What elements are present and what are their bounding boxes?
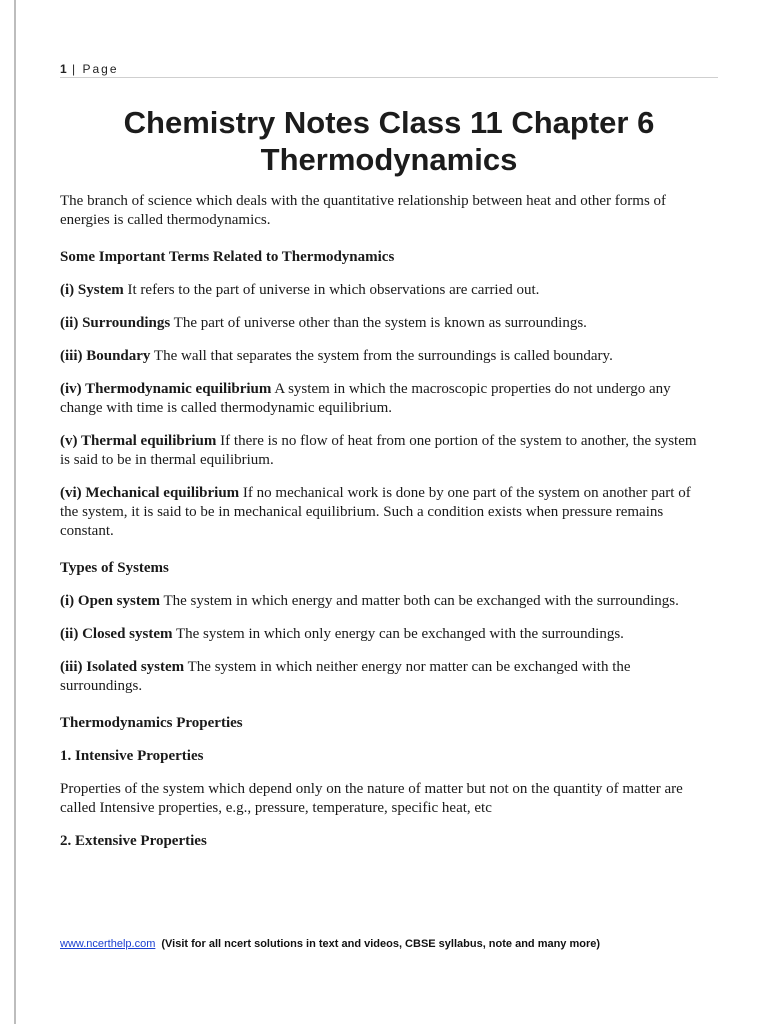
title-line-2: Thermodynamics [260,142,518,177]
page-left-border [14,0,16,1024]
properties-heading: Thermodynamics Properties [60,715,243,731]
term-text: If there is no flow of heat from one portion of the system to another, the system is said to be in thermal equilibrium. [60,433,697,468]
title-line-1: Chemistry Notes Class 11 Chapter 6 [123,105,655,140]
term-text: The part of universe other than the system is known as surroundings. [170,315,587,331]
term-text: It refers to the part of universe in which observations are carried out. [123,282,540,298]
system-label: (i) Open system [60,593,160,609]
system-label: (iii) Isolated system [60,659,185,675]
systems-heading: Types of Systems [60,560,169,576]
term-surroundings [60,314,700,333]
intensive-heading: 1. Intensive Properties [60,748,204,764]
term-label: (iv) Thermodynamic equilibrium [60,381,272,397]
term-text: The wall that separates the system from the surroundings is called boundary. [150,348,613,364]
term-boundary [60,347,700,366]
page-header [60,62,119,76]
term-label: (v) Thermal equilibrium [60,433,217,449]
term-label: (vi) Mechanical equilibrium [60,485,240,501]
term-text: A system in which the macroscopic properties do not undergo any change with time is called thermodynamic equilibrium. [60,381,671,416]
system-label: (ii) Closed system [60,626,173,642]
term-system [60,281,700,300]
system-open [60,592,700,611]
extensive-heading: 2. Extensive Properties [60,833,207,849]
term-mechanical-equilibrium [60,484,700,541]
term-thermal-equilibrium [60,432,700,470]
document-body [60,192,700,851]
intro-paragraph: The branch of science which deals with the quantitative relationship between heat and other forms of energies is called thermodynamics. [60,193,667,228]
header-divider [60,77,718,78]
term-label: (iii) Boundary [60,348,151,364]
system-isolated [60,658,700,696]
page-number: 1 [60,62,67,76]
term-label: (i) System [60,282,124,298]
intensive-paragraph: Properties of the system which depend only on the nature of matter but not on the quantity of matter are called Intensive properties, e.g., pressure, temperature, specific heat, etc [60,781,683,816]
footer-link[interactable]: www.ncerthelp.com [60,938,156,950]
term-text: If no mechanical work is done by one part of the system on another part of the system, it is said to be in mechanical equilibrium. Such a condition exists when pressure remains constant. [60,485,691,539]
terms-heading: Some Important Terms Related to Thermodynamics [60,249,395,265]
system-text: The system in which energy and matter both can be exchanged with the surroundings. [160,593,679,609]
page-title [60,104,718,178]
system-text: The system in which only energy can be exchanged with the surroundings. [172,626,624,642]
term-thermodynamic-equilibrium [60,380,700,418]
footer-note: (Visit for all ncert solutions in text and videos, CBSE syllabus, note and many more) [161,938,601,950]
system-closed [60,625,700,644]
system-text: The system in which neither energy nor matter can be exchanged with the surroundings. [60,659,631,694]
page-footer [60,938,718,950]
page-label: | Page [72,62,119,76]
term-label: (ii) Surroundings [60,315,171,331]
